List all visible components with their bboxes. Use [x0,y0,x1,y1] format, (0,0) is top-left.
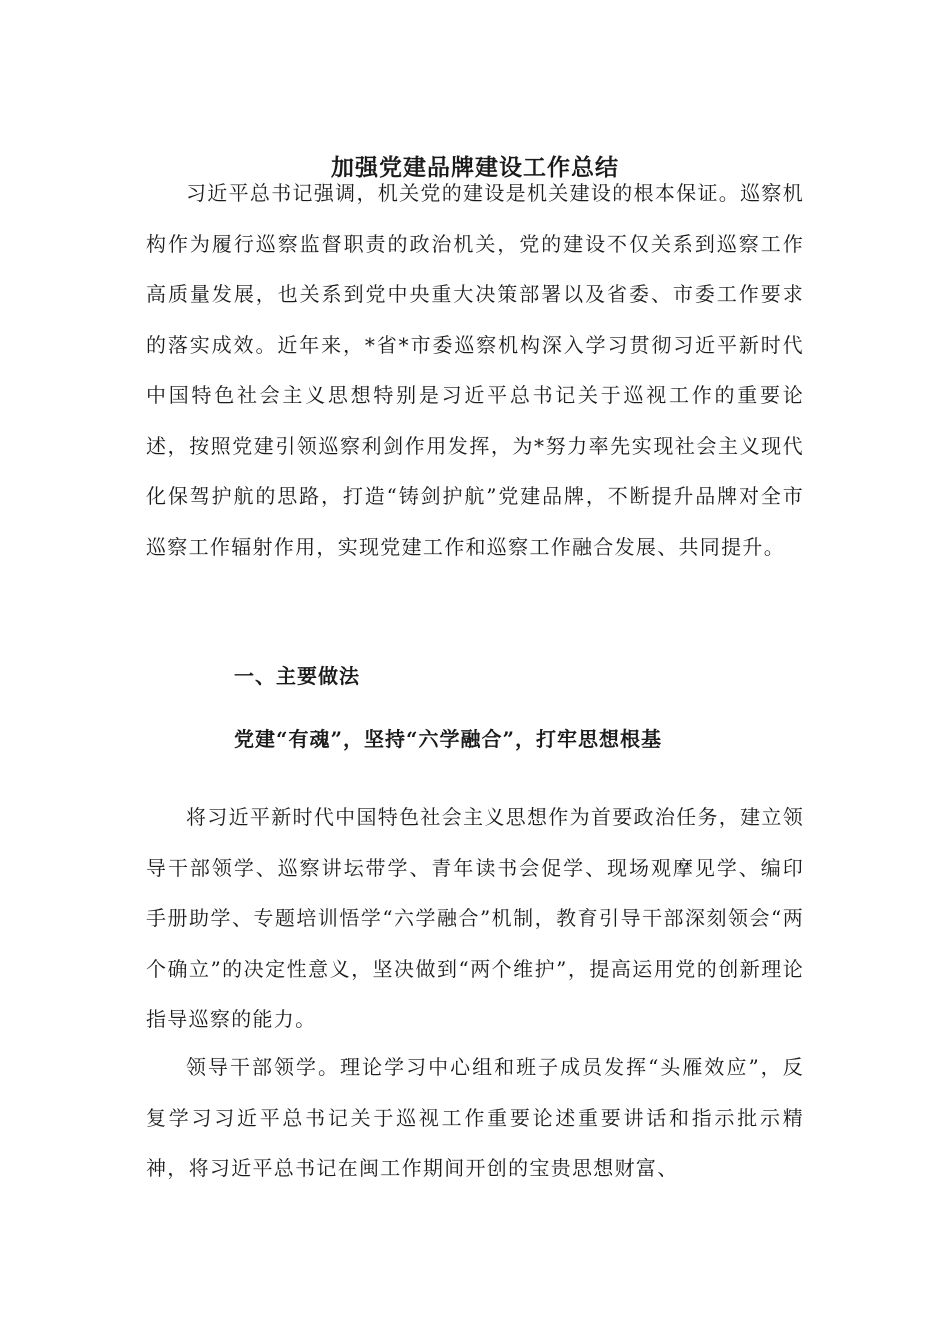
subsection-heading-party-building: 党建“有魂”，坚持“六学融合”，打牢思想根基 [234,727,663,751]
document-title: 加强党建品牌建设工作总结 [331,154,619,182]
section-heading-main-practices: 一、主要做法 [234,664,360,688]
paragraph-intro: 习近平总书记强调，机关党的建设是机关建设的根本保证。巡察机构作为履行巡察监督职责的政治机关，党的建设不仅关系到巡察工作高质量发展，也关系到党中央重大决策部署以及省委、市委工作要求的落实成效。近年来，*省*市委巡察机构深入学习贯彻习近平新时代中国特色社会主义思想特别是习近平总书记关于巡视工作的重要论述，按照党建引领巡察利剑作用发挥，为*努力率先实现社会主义现代化保驾护航的思路，打造“铸剑护航”党建品牌，不断提升品牌对全市巡察工作辐射作用，实现党建工作和巡察工作融合发展、共同提升。 [146,181,804,559]
paragraph-leaders-learning: 领导干部领学。理论学习中心组和班子成员发挥“头雁效应”，反复学习习近平总书记关于巡视工作重要论述重要讲话和指示批示精神，将习近平总书记在闽工作期间开创的宝贵思想财富、 [146,1055,804,1180]
paragraph-six-learning: 将习近平新时代中国特色社会主义思想作为首要政治任务，建立领导干部领学、巡察讲坛带学、青年读书会促学、现场观摩见学、编印手册助学、专题培训悟学“六学融合”机制，教育引导干部深刻领会“两个确立”的决定性意义，坚决做到“两个维护”，提高运用党的创新理论指导巡察的能力。 [146,805,804,1031]
